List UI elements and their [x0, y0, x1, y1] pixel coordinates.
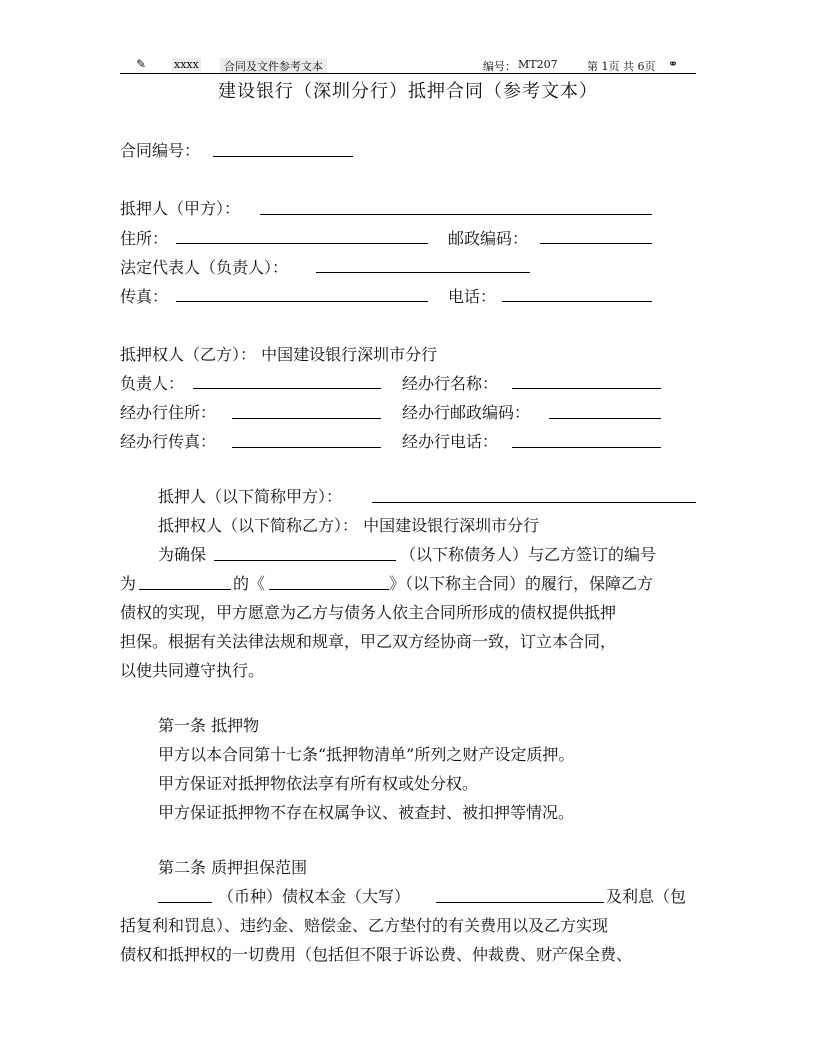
preamble-p2-a: 为 — [120, 574, 137, 593]
party-b-branch-name-label: 经办行名称： — [402, 374, 499, 393]
article1-line1: 甲方以本合同第十七条“抵押物清单”所列之财产设定质押。 — [158, 745, 575, 764]
preamble-p5: 以使共同遵守执行。 — [120, 661, 265, 680]
header-page-info: 第 1页 共 6页 — [587, 60, 656, 73]
party-b-label: 抵押权人（乙方）： 中国建设银行深圳市分行 — [120, 345, 438, 364]
header-number-value: MT207 — [518, 58, 558, 71]
preamble-p2-c: 》（以下称主合同）的履行，保障乙方 — [389, 574, 654, 593]
party-a-fax-blank[interactable] — [176, 301, 428, 302]
page-title: 建设银行（深圳分行）抵押合同（参考文本） — [218, 81, 598, 102]
party-b-branch-postal-blank[interactable] — [549, 418, 661, 419]
header-rule — [120, 73, 696, 74]
party-b-branch-fax-blank[interactable] — [232, 447, 381, 448]
article1-line3: 甲方保证抵押物不存在权属争议、被查封、被扣押等情况。 — [158, 803, 575, 822]
party-a-rep-label: 法定代表人（负责人）： — [120, 258, 289, 277]
principal-amount-blank[interactable] — [436, 902, 604, 903]
party-a-phone-label: 电话： — [448, 287, 497, 306]
preamble-p2-b: 的《 — [233, 574, 266, 593]
party-a-rep-blank[interactable] — [316, 272, 530, 273]
contract-no-label: 合同编号： — [120, 141, 201, 160]
preamble-mortgagor-blank[interactable] — [372, 502, 696, 503]
link-icon: ⚭ — [668, 57, 679, 71]
article2-line2: 括复利和罚息）、违约金、赔偿金、乙方垫付的有关费用以及乙方实现 — [120, 916, 609, 935]
party-b-branch-postal-label: 经办行邮政编码： — [402, 403, 531, 422]
contract-no-blank[interactable] — [213, 156, 353, 157]
debtor-blank[interactable] — [214, 560, 396, 561]
preamble-p1-a: 为确保 — [158, 545, 207, 564]
party-b-branch-name-blank[interactable] — [512, 388, 661, 389]
party-a-fax-label: 传真： — [120, 287, 169, 306]
article2-line1-b: 及利息（包 — [606, 887, 687, 906]
main-contract-name-blank[interactable] — [269, 589, 389, 590]
party-b-principal-blank[interactable] — [193, 388, 381, 389]
preamble-p4: 担保。根据有关法律法规和规章，甲乙双方经协商一致，订立本合同， — [120, 632, 617, 651]
article2-line3: 债权和抵押权的一切费用（包括但不限于诉讼费、仲裁费、财产保全费、 — [120, 945, 633, 964]
article1-line2: 甲方保证对抵押物依法享有所有权或处分权。 — [158, 774, 479, 793]
attachment-icon: ✎ — [136, 57, 147, 71]
party-b-branch-address-label: 经办行住所： — [120, 403, 217, 422]
party-b-principal-label: 负责人： — [120, 374, 185, 393]
party-b-branch-phone-blank[interactable] — [512, 447, 661, 448]
party-b-branch-address-blank[interactable] — [232, 418, 381, 419]
preamble-mortgagor-label: 抵押人（以下简称甲方）： — [158, 487, 343, 506]
party-a-postal-label: 邮政编码： — [448, 229, 529, 248]
party-a-address-label: 住所： — [120, 229, 169, 248]
preamble-p3: 债权的实现，甲方愿意为乙方与债务人依主合同所形成的债权提供抵押 — [120, 603, 617, 622]
party-b-branch-fax-label: 经办行传真： — [120, 432, 217, 451]
article2-heading: 第二条 质押担保范围 — [158, 858, 308, 877]
article1-heading: 第一条 抵押物 — [158, 716, 260, 735]
article2-line1-a: （币种）债权本金（大写） — [218, 887, 411, 906]
party-a-postal-blank[interactable] — [540, 243, 652, 244]
preamble-mortgagee-line: 抵押权人（以下简称乙方）： 中国建设银行深圳市分行 — [158, 516, 540, 535]
party-a-address-blank[interactable] — [176, 243, 428, 244]
party-a-blank[interactable] — [260, 214, 652, 215]
party-b-branch-phone-label: 经办行电话： — [402, 432, 499, 451]
party-a-phone-blank[interactable] — [502, 301, 652, 302]
currency-blank[interactable] — [158, 902, 212, 903]
preamble-p1-b: （以下称债务人）与乙方签订的编号 — [400, 545, 657, 564]
header-number-label: 编号： — [483, 60, 516, 73]
header-category: 合同及文件参考文本 — [220, 58, 327, 74]
party-a-label: 抵押人（甲方）： — [120, 199, 241, 218]
header-doc-ref: xxxx — [174, 58, 199, 71]
main-contract-no-blank[interactable] — [139, 589, 231, 590]
